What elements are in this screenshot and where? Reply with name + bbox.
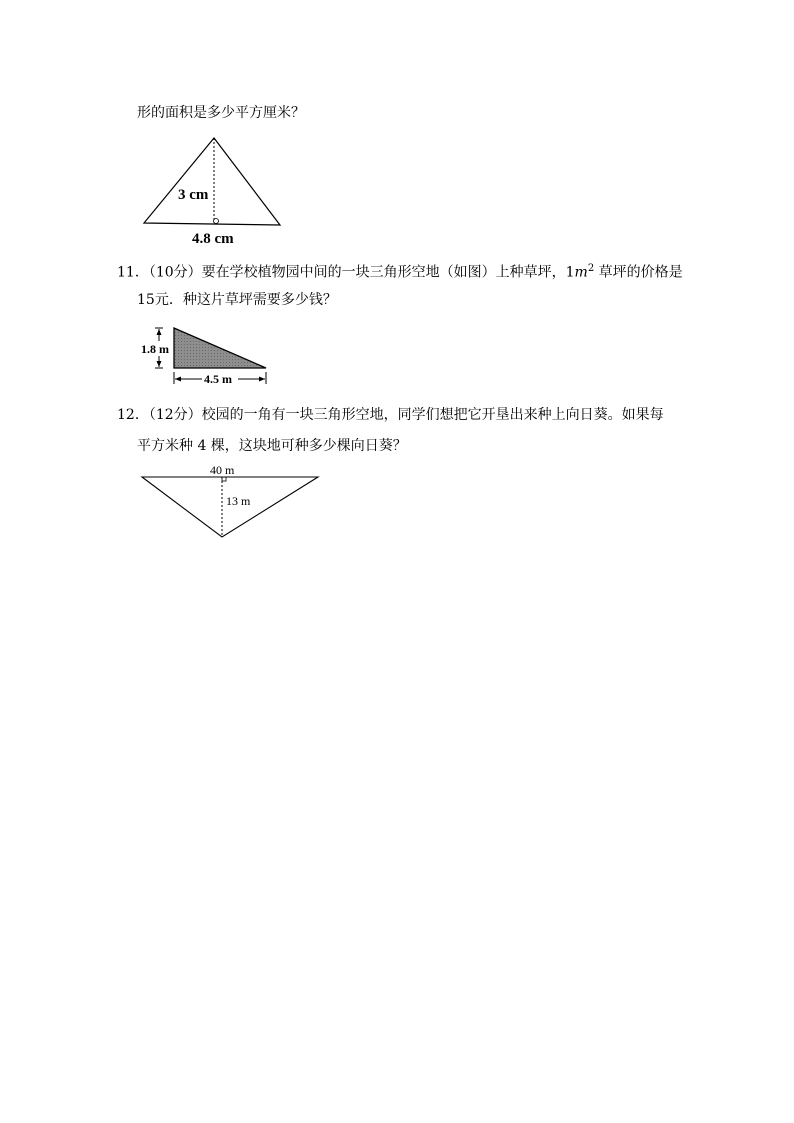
q12-height-label: 13 m	[226, 494, 251, 508]
q11-triangle-figure	[138, 322, 276, 388]
q10-height-label: 3 cm	[178, 187, 209, 203]
q12-right-angle-mark	[222, 477, 226, 481]
q10-right-angle-mark	[214, 219, 219, 224]
q10-triangle	[144, 138, 280, 225]
question-10-text-tail: 形的面积是多少平方厘米？	[137, 105, 305, 121]
question-12-line-1: 12．（12分）校园的一角有一块三角形空地，同学们想把它开垦出来种上向日葵。如果每	[117, 407, 664, 423]
q12-base-label: 40 m	[210, 463, 235, 477]
q10-triangle-figure	[138, 132, 288, 248]
q11-base-label: 4.5 m	[204, 372, 232, 386]
question-11-line-1: 11．（10分）要在学校植物园中间的一块三角形空地（如图）上种草坪，$1m^2$ 草坪的价格是	[117, 263, 683, 281]
q10-base-label: 4.8 cm	[192, 231, 234, 247]
question-12-line-2: 平方米种 4 棵，这块地可种多少棵向日葵？	[137, 438, 407, 454]
question-11-line-2: 15元．种这片草坪需要多少钱？	[137, 292, 337, 308]
q12-triangle-figure	[138, 460, 322, 542]
q11-triangle	[174, 328, 266, 368]
q11-height-label: 1.8 m	[141, 342, 169, 356]
